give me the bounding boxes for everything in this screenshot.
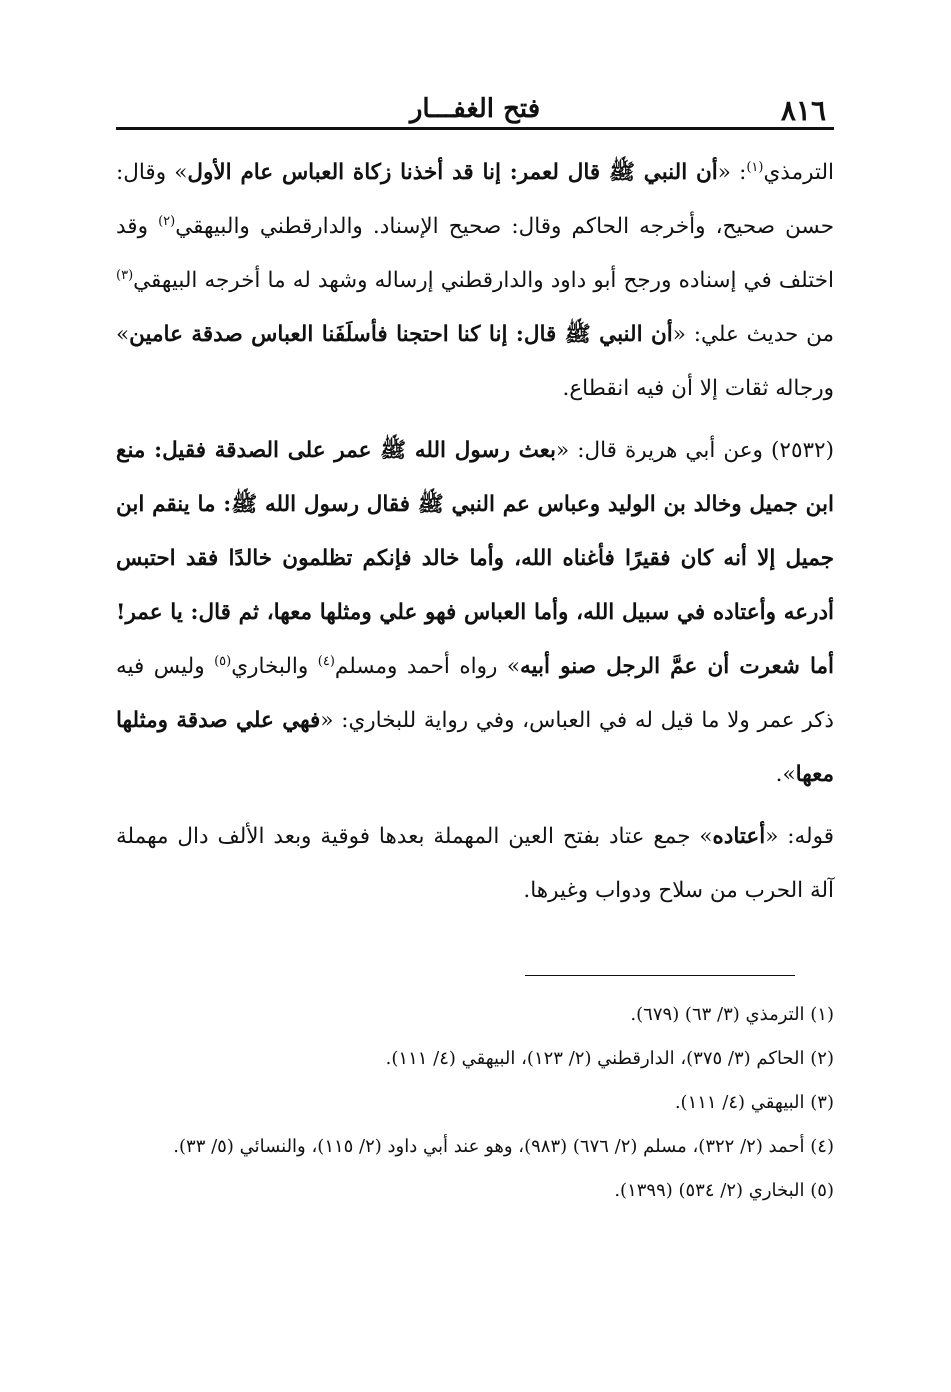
footnote: (٢) الحاكم (٣/ ٣٧٥)، الدارقطني (٢/ ١٢٣)، البيهقي (٤/ ١١١). (385, 1048, 834, 1069)
footnote-separator (525, 975, 795, 976)
text-run: وقد اختلف في إسناده ورجح أبو داود والدارقطني إرساله وشهد له ما أخرجه البيهقي (116, 214, 834, 293)
text-run: (٢٥٣٢) وعن أبي هريرة قال: « (556, 438, 834, 463)
footnote-marker: (٢) (158, 213, 176, 229)
bold-text: أن النبي ﷺ قال: إنا كنا احتجنا فأسلَفَنا العباس صدقة عامين (129, 322, 673, 347)
footnote: (٥) البخاري (٢/ ٥٣٤) (١٣٩٩). (614, 1180, 834, 1201)
footnote-marker: (١) (746, 159, 764, 175)
text-run: : « (717, 160, 747, 185)
book-title: فتح الغفـــار (409, 94, 541, 124)
paragraph (116, 810, 834, 918)
footnotes (116, 993, 834, 1213)
footnote: (٤) أحمد (٢/ ٣٢٢)، مسلم (٢/ ٦٧٦) (٩٨٣)، وهو عند أبي داود (٢/ ١١٥)، والنسائي (٥/ ٣٣). (173, 1136, 834, 1157)
text-run: ». (775, 762, 796, 787)
footnote: (١) الترمذي (٣/ ٦٣) (٦٧٩). (630, 1004, 834, 1025)
bold-text: فهي علي صدقة ومثلها معها (116, 708, 834, 787)
text-run: من حديث علي: « (672, 322, 834, 347)
text-run: وليس فيه ذكر عمر ولا ما قيل له في العباس، وفي رواية للبخاري: « (116, 654, 834, 733)
paragraph (116, 424, 834, 802)
text-run: » رواه أحمد ومسلم (334, 654, 520, 679)
bold-text: بعث رسول الله ﷺ عمر على الصدقة فقيل: منع ابن جميل وخالد بن الوليد وعباس عم النبي ﷺ فقال رسول الله ﷺ: ما ينقم ابن جميل إلا أنه كان فقيرًا فأغناه الله، وأما خالد فإنكم تظلمون خالدًا فقد احتبس أدرعه وأعتاده في سبيل الله، وأما العباس فهو علي ومثلها معها، ثم قال: يا عمر! أما شعرت أن عمَّ الرجل صنو أبيه (116, 438, 835, 679)
page-number: ٨١٦ (780, 94, 826, 127)
page-header (116, 88, 834, 132)
bold-text: أن النبي ﷺ قال لعمر: إنا قد أخذنا زكاة العباس عام الأول (187, 160, 718, 185)
footnote: (٣) البيهقي (٤/ ١١١). (674, 1092, 834, 1113)
header-rule (116, 127, 834, 130)
paragraph (116, 146, 834, 416)
footnote-marker: (٤) (317, 653, 335, 669)
main-text (116, 146, 834, 918)
text-run: » وقال: حسن صحيح، وأخرجه الحاكم وقال: صحيح الإسناد. والدارقطني والبيهقي (116, 160, 835, 239)
footnote-marker: (٣) (116, 267, 134, 283)
footnote-marker: (٥) (214, 653, 232, 669)
text-run: الترمذي (763, 160, 834, 185)
bold-text: أعتاده (712, 824, 766, 849)
text-run: قوله: « (765, 824, 834, 849)
text-run: والبخاري (231, 654, 318, 679)
text-run: » جمع عتاد بفتح العين المهملة بعدها فوقية وبعد الألف دال مهملة آلة الحرب من سلاح ودواب وغيرها. (116, 824, 834, 903)
text-run: » ورجاله ثقات إلا أن فيه انقطاع. (116, 322, 834, 401)
